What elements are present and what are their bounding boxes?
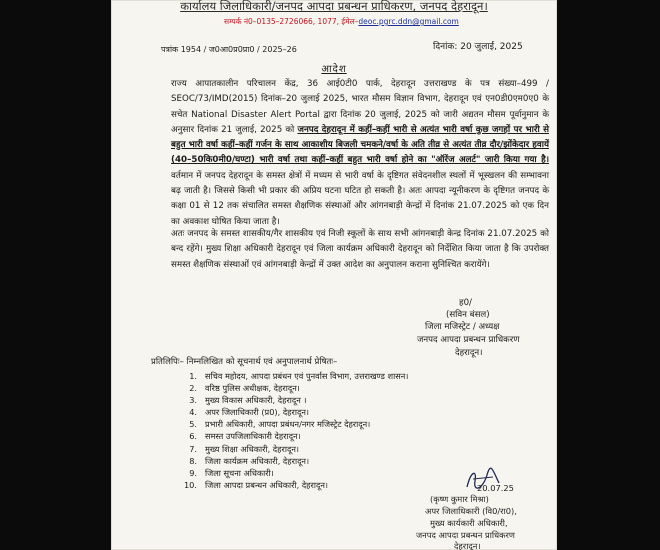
copy-to-list [181,370,408,491]
order-paragraph-1 [171,77,549,230]
list-item: 3. मुख्य विकास अधिकारी, देहरादून । [189,395,307,406]
list-item: 9. जिला सूचना अधिकारी। [189,467,274,478]
order-paragraph-2: अतः जनपद के समस्त शासकीय/गैर शासकीय एवं निजी स्कूलों के साथ सभी आंगनबाड़ी केन्द्र दिनांक 21.07.2025 को बन्द रहेंगे। मुख्य शिक्षा अधिकारी देहरादून एवं जिला कार्यक्रम अधिकारी देहरादून को निर्देशित किया जाता है कि उपरोक्त समस्त शैक्षणिक संस्थाओं एवं आंगनबाड़ी केन्द्रों में उक्त आदेश का अनुपालन कराना सुनिश्चित करायेंगे। [171,229,549,270]
contact-numbers: सम्पर्क नं0–0135–2726066, 1077, ईमेल– [224,17,359,26]
signatory1-sd: ह0/ [459,298,472,308]
signatory1-place: देहरादून। [455,348,483,358]
alert-highlight: जनपद देहरादून में कहीं–कहीं भारी से अत्यंत भारी वर्षा कुछ जगहों पर भारी से बहुत भारी वर्षा कहीं–कहीं गर्जन के साथ आकाशीय बिजली चमकने/वर्षा के अति तीव्र से अत्यंत तीव्र दौर/झोंकेदार हवायें (40–50कि0मी0/घण्टा) भारी वर्षा तथा कहीं–कहीं बहुत भारी वर्षा होने का "ऑरेंज अलर्ट" जारी किया गया है। [171,124,549,166]
list-item: 7. मुख्य शिक्षा अधिकारी, देहरादून। [189,443,299,454]
office-heading: कार्यालय जिलाधिकारी/जनपद आपदा प्रबन्धन प्राधिकरण, जनपद देहरादून। [180,0,488,13]
list-item: 1. सचिव महोदय, आपदा प्रबंधन एवं पुनर्वास विभाग, उत्तराखण्ड शासन। [189,371,409,381]
signature-date: 20.07.25 [477,483,514,493]
list-item: 10. जिला आपदा प्रबन्धन अधिकारी, देहरादून। [183,479,328,490]
reference-date: दिनांक: 20 जुलाई, 2025 [433,42,523,52]
signatory2-authority: जनपद आपदा प्रबन्धन प्राधिकरण [416,530,515,540]
list-item: 5. प्रभारी अधिकारी, आपदा प्रबंधन/नगर मजिस्ट्रेट देहरादून। [189,419,371,430]
para1-intro: राज्य आपातकालीन परिचालन केंद्र, 36 आई0टी0 पार्क, देहरादून उत्तराखण्ड के पत्र संख्या–499 / SEOC/73/IMD(2015) दिनांक–20 जुलाई 2025, भारत मौसम विज्ञान विभाग, देहरादून एवं एन0डी0एम0ए0 के सचेत National Disaster Alert Portal द्वारा दिनांक 20 जुलाई, 2025 को जारी अद्यतन मौसम पूर्वानुमान के अनुसार दिनांक 21 जुलाई, 2025 को [171,79,549,135]
signatory1-designation: जिला मजिस्ट्रेट / अध्यक्ष [425,322,500,332]
signatory2-name: (कृष्ण कुमार मिश्रा) [430,494,489,504]
signatory1-authority: जनपद आपदा प्रबन्धन प्राधिकरण [417,335,520,345]
signatory2-place: देहरादून। [454,541,481,550]
email-link[interactable]: deoc.pgrc.ddn@gmail.com [358,17,459,26]
reference-number: पत्रांक 1954 / ज0आ0प्र0प्रा0 / 2025–26 [161,45,297,54]
list-item: 2. वरिष्ठ पुलिस अधीक्षक, देहरादून। [189,383,300,394]
contact-line [224,18,459,26]
signatory2-designation: अपर जिलाधिकारी (वि0/रा0), [425,506,517,516]
signatory2-role: मुख्य कार्यकारी अधिकारी, [430,518,508,528]
document-page [111,0,557,550]
signatory1-name: (सविन बंसल) [446,310,490,320]
order-title: आदेश [321,64,347,75]
para1-rest: वर्तमान में जनपद देहरादून के समस्त क्षेत्रों में मध्यम से भारी वर्षा के दृष्टिगत संवेदनशील स्थलों में भूस्खलन की सम्भावना बढ़ जाती है। जिससे किसी भी प्रकार की अप्रिय घटना घटित हो सकती है। अतः आपदा न्यूनीकरण के दृष्टिगत जनपद के कक्षा 01 से 12 तक संचालित समस्त शैक्षणिक संस्थाओं और आंगनबाड़ी केन्द्रों में दिनांक 21.07.2025 को एक दिन का अवकाश घोषित किया जाता है। [171,170,549,227]
list-item: 4. अपर जिलाधिकारी (प्र0), देहरादून। [189,407,309,418]
list-item: 8. जिला कार्यक्रम अधिकारी, देहरादून। [189,455,310,466]
copy-to-heading: प्रतिलिपिः– निम्नलिखित को सूचनार्थ एवं अनुपालनार्थ प्रेषितः– [151,357,338,367]
list-item: 6. समस्त उपजिलाधिकारी देहरादून। [189,431,301,442]
